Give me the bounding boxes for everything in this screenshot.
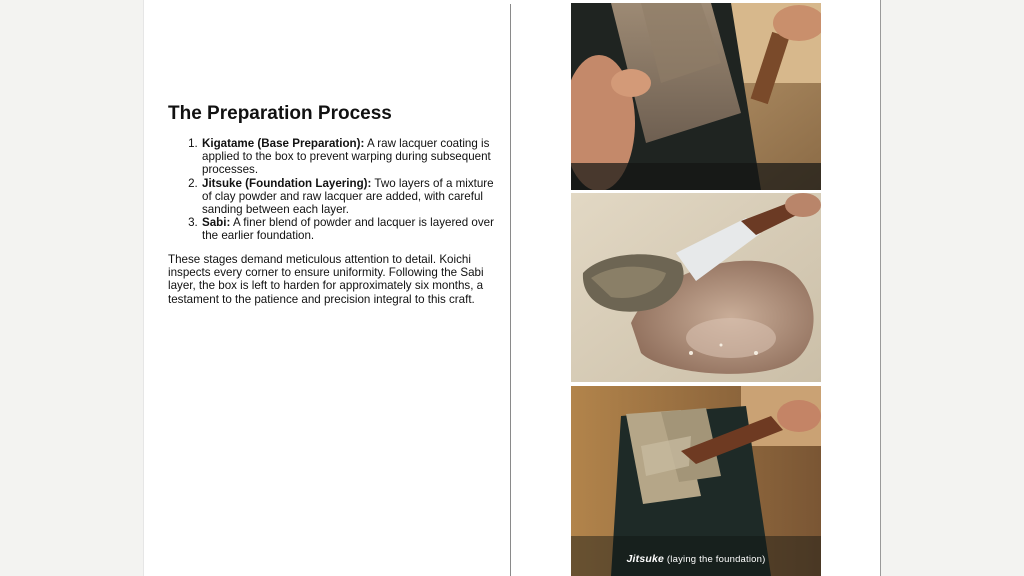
step-term: Kigatame (Base Preparation): (202, 137, 365, 150)
list-item (201, 137, 498, 177)
photo-sanding-box (571, 3, 821, 190)
step-text: A finer blend of powder and lacquer is layered over the earlier foundation. (202, 216, 494, 243)
caption-rest: (laying the foundation) (666, 554, 766, 565)
list-item (201, 216, 498, 242)
step-text: Two layers of a mixture of clay powder and raw lacquer are added, with careful sanding between each layer. (202, 176, 494, 217)
photo-caption (571, 553, 821, 565)
page-right-edge (880, 0, 881, 576)
step-text: A raw lacquer coating is applied to the box to prevent warping during subsequent processes. (202, 137, 491, 177)
photo-applying-foundation (571, 386, 821, 576)
step-term: Jitsuke (Foundation Layering): (202, 176, 372, 190)
body-paragraph: These stages demand meticulous attention to detail. Koichi inspects every corner to ensure uniformity. Following the Sabi layer, the box is left to harden for approximately six months, a testament to the patience and precision integral to this craft. (168, 252, 484, 306)
page-spine-divider (510, 4, 511, 576)
step-term: Sabi: (202, 216, 231, 230)
text-column (168, 103, 498, 306)
photo-mixing-lacquer (571, 193, 821, 382)
caption-term: Jitsuke (626, 553, 665, 565)
document-page (143, 0, 881, 576)
steps-list (168, 137, 498, 243)
page-title: The Preparation Process (168, 103, 392, 124)
list-item (201, 177, 498, 217)
page-left-edge (143, 0, 144, 576)
